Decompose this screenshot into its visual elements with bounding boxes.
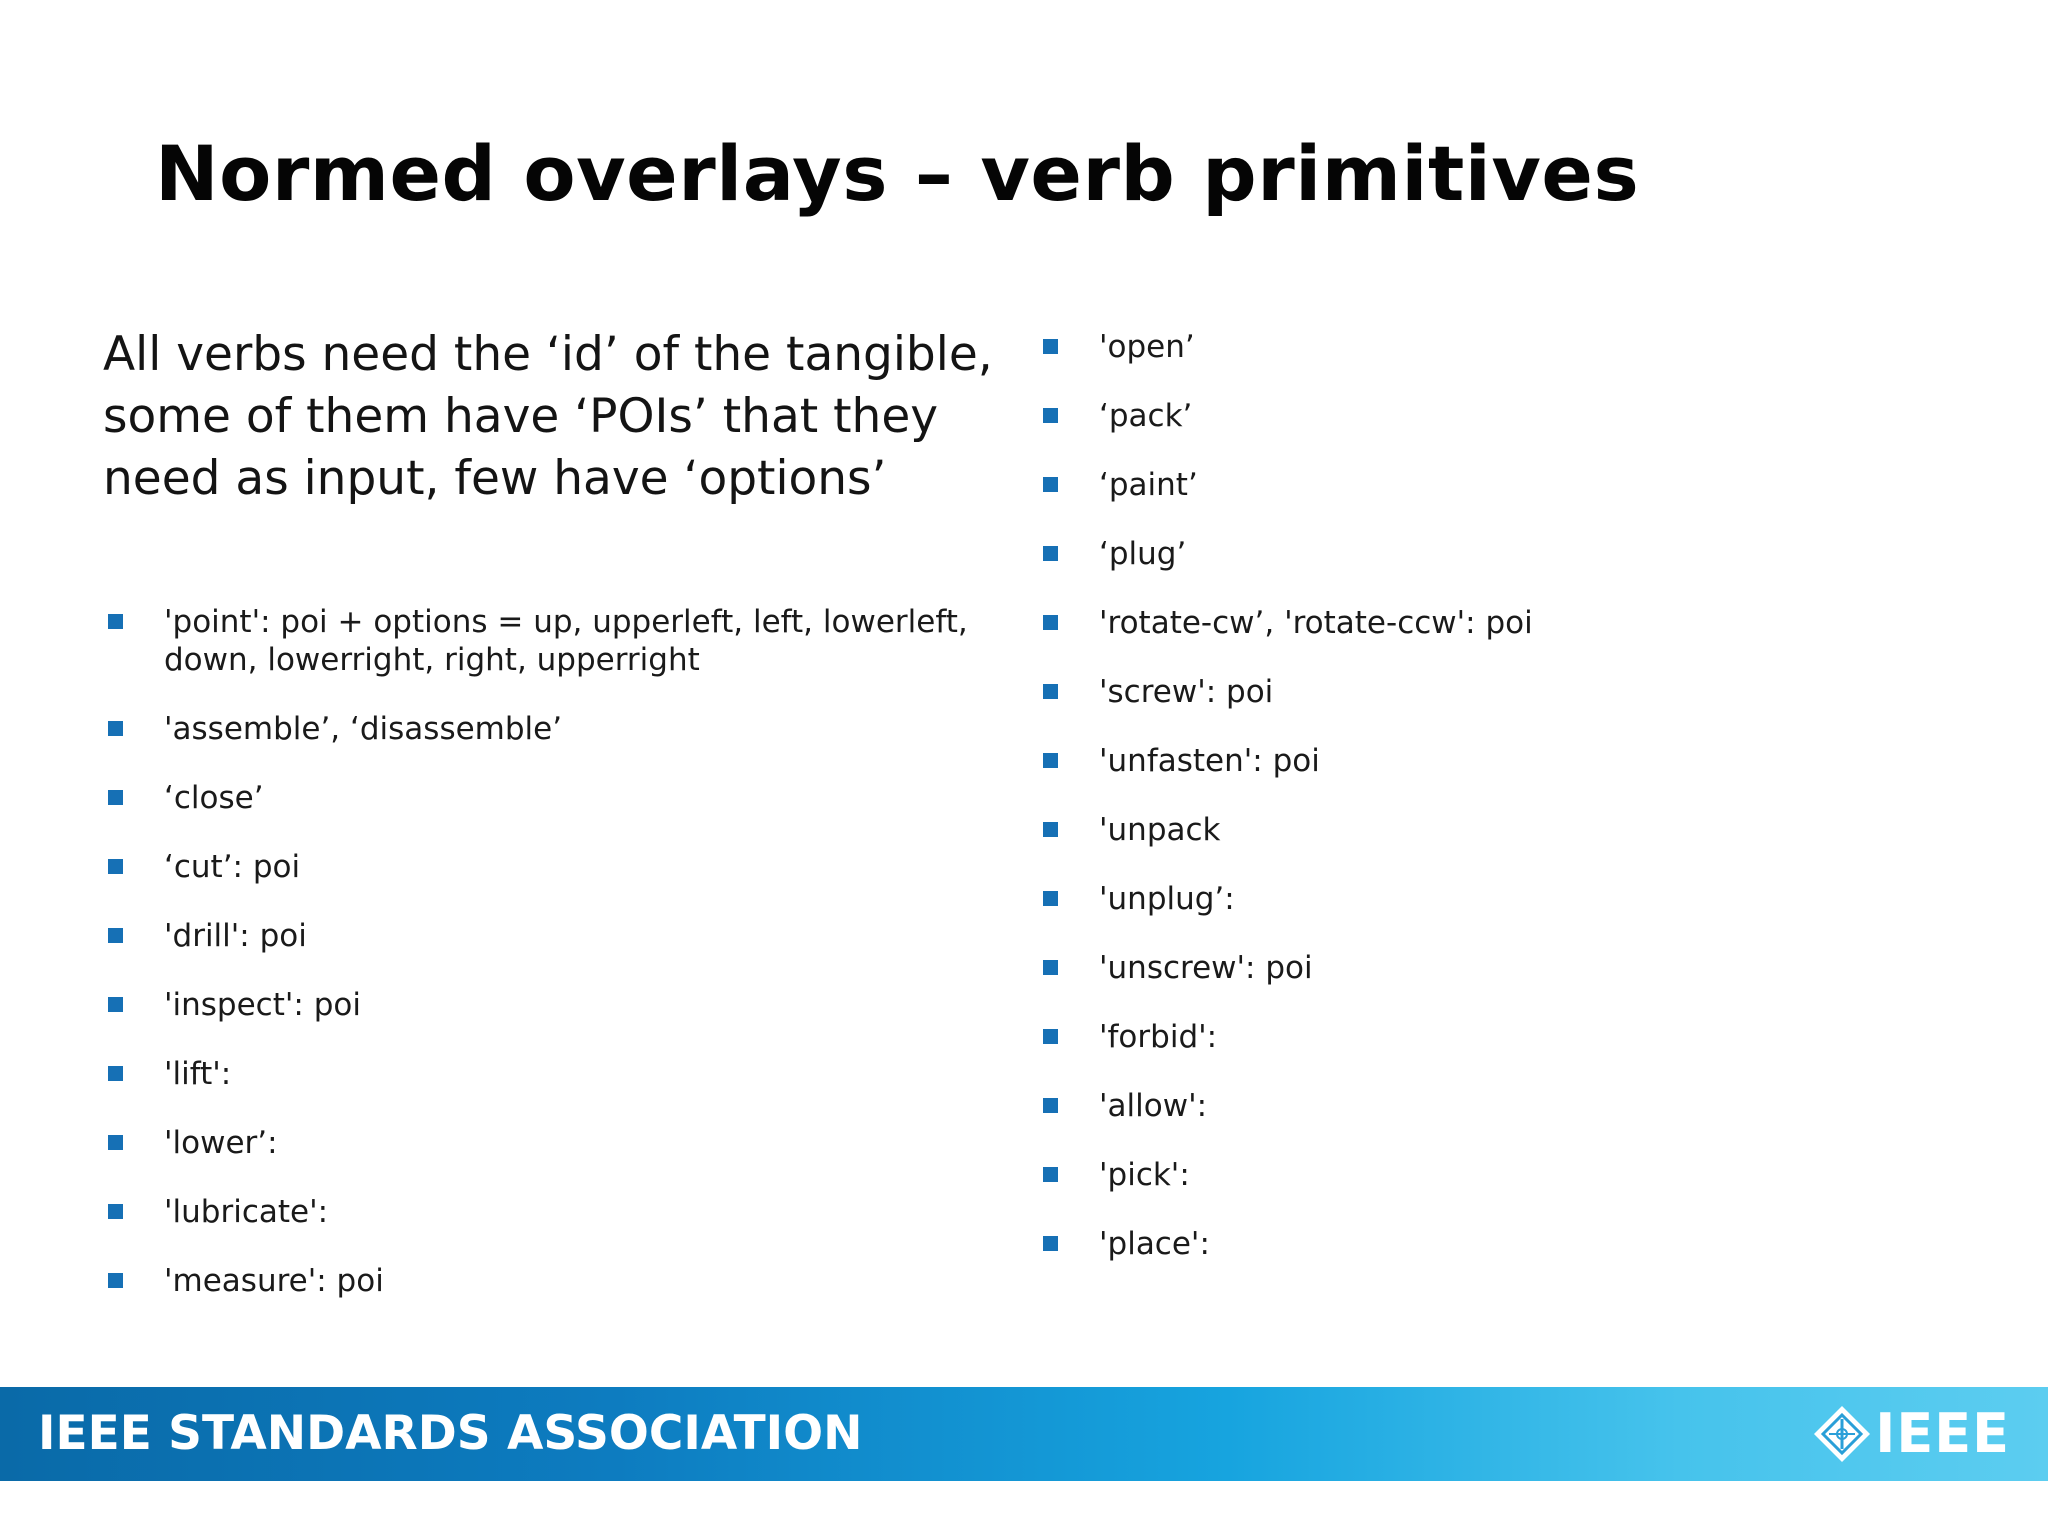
list-item	[1043, 1225, 1943, 1263]
list-item	[1043, 742, 1943, 780]
list-item-text: 'unscrew': poi	[1099, 950, 1313, 986]
list-item-text: 'open’	[1099, 329, 1195, 365]
bullet-square-icon	[108, 928, 123, 943]
bullet-square-icon	[1043, 1098, 1058, 1113]
list-item-text: 'allow':	[1099, 1088, 1208, 1124]
list-item	[108, 1124, 1008, 1162]
list-item	[1043, 1087, 1943, 1125]
list-item-text: 'unpack	[1099, 812, 1221, 848]
list-item	[1043, 1156, 1943, 1194]
list-item	[1043, 673, 1943, 711]
list-item	[1043, 328, 1943, 366]
bullet-square-icon	[108, 1066, 123, 1081]
list-item-text: 'unfasten': poi	[1099, 743, 1320, 779]
list-item-text: 'drill': poi	[164, 918, 307, 954]
list-item	[108, 603, 1008, 679]
list-item-text: ‘paint’	[1099, 467, 1198, 503]
bullet-square-icon	[1043, 1167, 1058, 1182]
ieee-logo	[1811, 1403, 2010, 1465]
bullet-square-icon	[108, 614, 123, 629]
bullet-square-icon	[1043, 546, 1058, 561]
list-item	[108, 1055, 1008, 1093]
ieee-diamond-logo-icon	[1811, 1403, 1873, 1465]
list-item	[1043, 397, 1943, 435]
bullet-square-icon	[1043, 339, 1058, 354]
list-item	[1043, 466, 1943, 504]
footer-banner	[0, 1387, 2048, 1481]
list-item	[108, 986, 1008, 1024]
bullet-square-icon	[108, 1273, 123, 1288]
list-item-text: 'screw': poi	[1099, 674, 1274, 710]
bullet-square-icon	[1043, 684, 1058, 699]
list-item-text: 'unplug’:	[1099, 881, 1235, 917]
list-item-text: 'forbid':	[1099, 1019, 1218, 1055]
list-item-text: 'inspect': poi	[164, 987, 361, 1023]
list-item-text: ‘plug’	[1099, 536, 1187, 572]
bullet-square-icon	[108, 1204, 123, 1219]
left-bullet-list	[108, 603, 1008, 1331]
list-item-text: 'assemble’, ‘disassemble’	[164, 711, 563, 747]
bullet-square-icon	[1043, 1236, 1058, 1251]
bullet-square-icon	[1043, 477, 1058, 492]
intro-text: All verbs need the ‘id’ of the tangible, some of them have ‘POIs’ that they need as input, few have ‘options’	[103, 327, 993, 506]
bullet-square-icon	[1043, 615, 1058, 630]
bullet-square-icon	[1043, 822, 1058, 837]
list-item-text: 'lift':	[164, 1056, 232, 1092]
list-item-text: 'pick':	[1099, 1157, 1190, 1193]
slide-title: Normed overlays – verb primitives	[155, 129, 1640, 218]
list-item-text: 'rotate-cw’, 'rotate-ccw': poi	[1099, 605, 1533, 641]
list-item	[1043, 811, 1943, 849]
list-item-text: ‘pack’	[1099, 398, 1193, 434]
list-item-text: 'lower’:	[164, 1125, 278, 1161]
list-item-text: ‘cut’: poi	[164, 849, 301, 885]
footer-organization-name: IEEE STANDARDS ASSOCIATION	[38, 1406, 863, 1461]
list-item-text: 'measure': poi	[164, 1263, 384, 1299]
right-bullet-list	[1043, 328, 1943, 1294]
bullet-square-icon	[1043, 960, 1058, 975]
list-item	[108, 710, 1008, 748]
list-item-text: 'place':	[1099, 1226, 1210, 1262]
bullet-square-icon	[108, 997, 123, 1012]
list-item-text: 'point': poi + options = up, upperleft, left, lowerleft, down, lowerright, right, upperright	[164, 604, 968, 678]
list-item	[1043, 604, 1943, 642]
bullet-square-icon	[108, 790, 123, 805]
list-item	[1043, 1018, 1943, 1056]
list-item	[108, 917, 1008, 955]
bullet-square-icon	[1043, 753, 1058, 768]
bullet-square-icon	[1043, 1029, 1058, 1044]
bullet-square-icon	[108, 859, 123, 874]
ieee-logo-text: IEEE	[1875, 1402, 2010, 1465]
list-item	[108, 779, 1008, 817]
bullet-square-icon	[1043, 891, 1058, 906]
list-item-text: 'lubricate':	[164, 1194, 329, 1230]
list-item-text: ‘close’	[164, 780, 264, 816]
list-item	[108, 848, 1008, 886]
list-item	[1043, 949, 1943, 987]
bullet-square-icon	[108, 721, 123, 736]
bullet-square-icon	[108, 1135, 123, 1150]
list-item	[108, 1193, 1008, 1231]
list-item	[108, 1262, 1008, 1300]
list-item	[1043, 535, 1943, 573]
bullet-square-icon	[1043, 408, 1058, 423]
list-item	[1043, 880, 1943, 918]
